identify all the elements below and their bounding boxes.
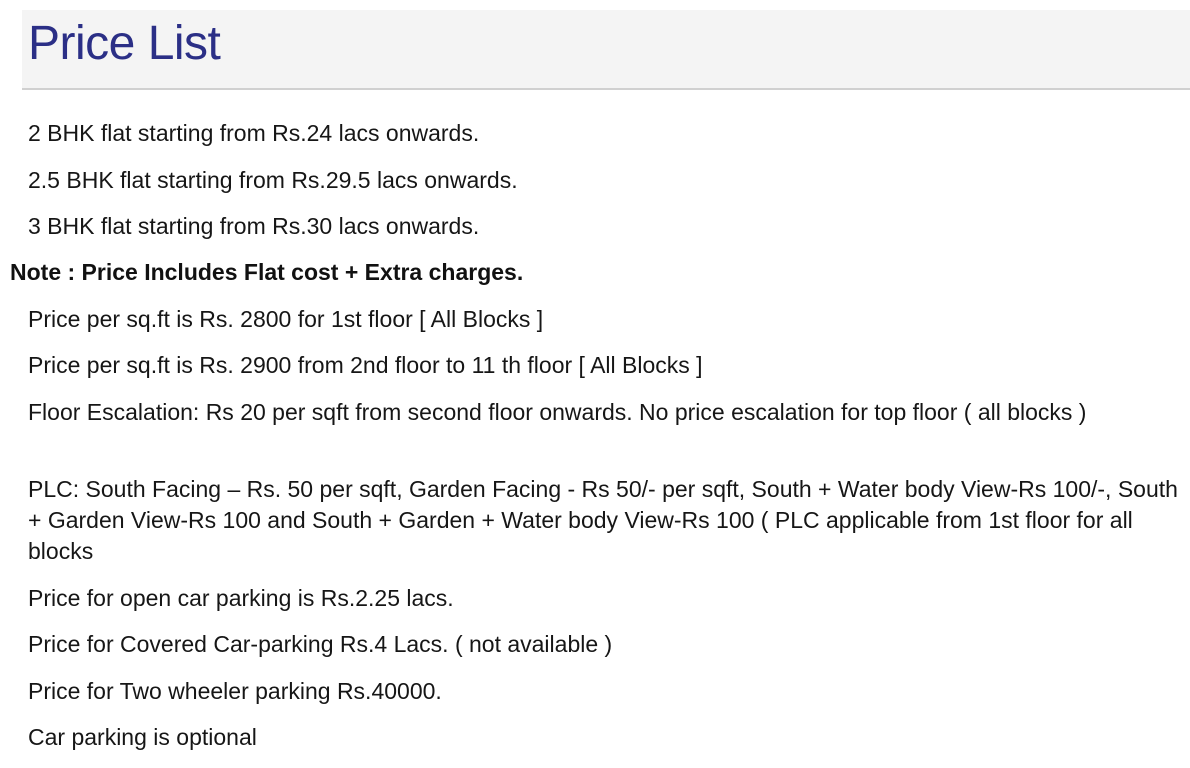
open-car-parking-price: Price for open car parking is Rs.2.25 lacs. xyxy=(28,585,454,611)
plc-charges: PLC: South Facing – Rs. 50 per sqft, Garden Facing - Rs 50/- per sqft, South + Water body View-Rs 100/-, South + Garden View-Rs 100 and South + Garden + Water body View-Rs 100 ( PLC applicable from 1st floor for all blocks xyxy=(28,476,1178,564)
covered-car-parking-price: Price for Covered Car-parking Rs.4 Lacs. ( not available ) xyxy=(28,631,613,657)
price-upper-floors: Price per sq.ft is Rs. 2900 from 2nd floor to 11 th floor [ All Blocks ] xyxy=(28,352,703,378)
price-first-floor: Price per sq.ft is Rs. 2800 for 1st floor [ All Blocks ] xyxy=(28,306,544,332)
flat-price-2-5bhk: 2.5 BHK flat starting from Rs.29.5 lacs onwards. xyxy=(28,167,518,193)
two-wheeler-parking-price: Price for Two wheeler parking Rs.40000. xyxy=(28,678,442,704)
floor-escalation: Floor Escalation: Rs 20 per sqft from second floor onwards. No price escalation for top floor ( all blocks ) xyxy=(28,399,1087,425)
car-parking-optional: Car parking is optional xyxy=(28,724,257,750)
page-title: Price List xyxy=(28,17,221,70)
price-note: Note : Price Includes Flat cost + Extra charges. xyxy=(10,259,524,285)
page-header xyxy=(22,10,1190,90)
flat-price-3bhk: 3 BHK flat starting from Rs.30 lacs onwards. xyxy=(28,213,480,239)
flat-price-2bhk: 2 BHK flat starting from Rs.24 lacs onwards. xyxy=(28,120,480,146)
